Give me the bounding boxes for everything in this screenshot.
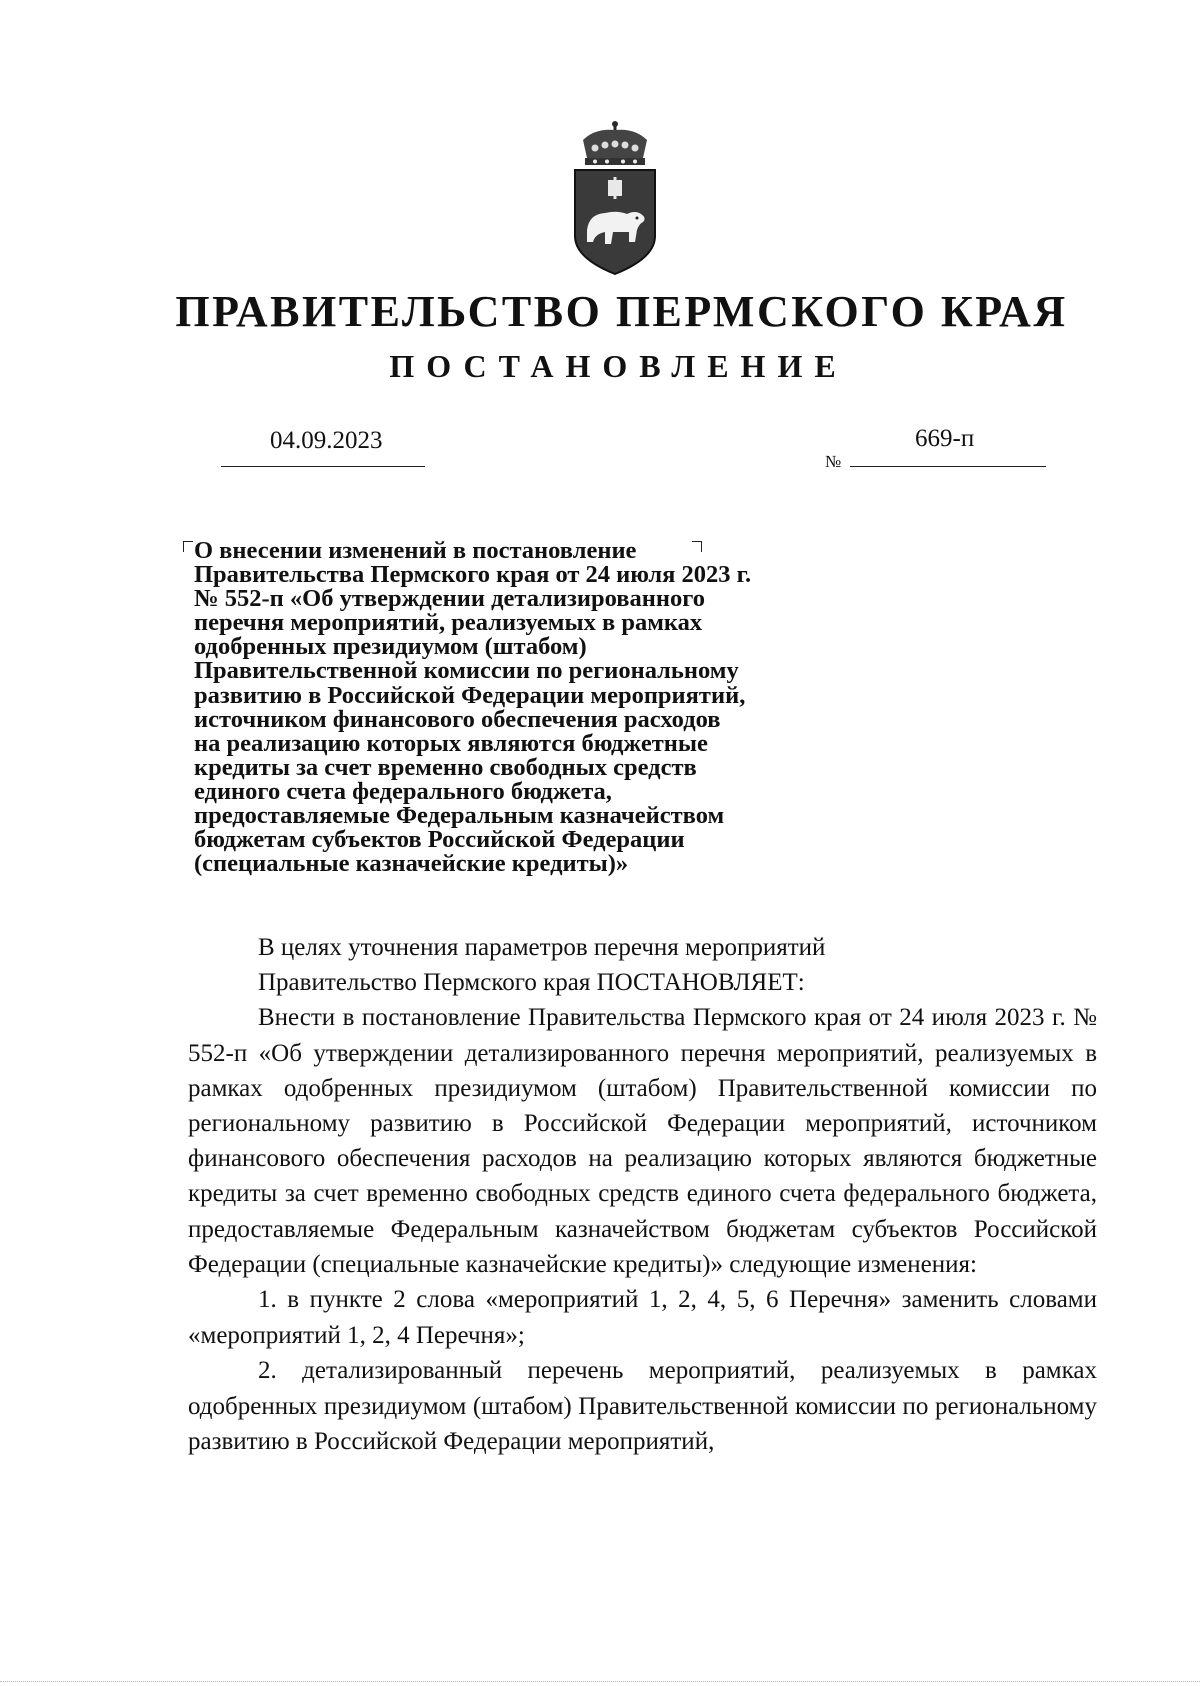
number-sign-label: № (825, 452, 842, 471)
subject-bracket-left (183, 541, 193, 552)
document-subject (194, 539, 874, 876)
subject-line: Правительства Пермского края от 24 июля 2023 г. (194, 561, 752, 589)
document-number: 669-п (915, 425, 975, 452)
document-body (188, 930, 1097, 1460)
list-item: 2. детализированный перечень мероприятий, реализуемых в рамках одобренных президиумом (штабом) Правительственной комиссии по региональному развитию в Российской Федерации мероприятий, (188, 1357, 1097, 1456)
subject-line: одобренных президиумом (штабом) (194, 633, 587, 661)
subject-line: предоставляемые Федеральным казначейством (194, 802, 725, 830)
subject-line: О внесении изменений в постановление (194, 537, 637, 564)
document-type-title: ПОСТАНОВЛЕНИЕ (389, 348, 848, 384)
subject-line: перечня мероприятий, реализуемых в рамках (194, 609, 703, 637)
subject-line: бюджетам субъектов Российской Федерации (194, 826, 685, 854)
subject-line: (специальные казначейские кредиты)» (194, 850, 629, 878)
subject-line: на реализацию которых являются бюджетные (194, 729, 708, 757)
subject-line: единого счета федерального бюджета, (194, 777, 612, 805)
number-underline (850, 466, 1046, 467)
scan-edge-line (0, 1681, 1200, 1682)
date-underline (221, 466, 425, 467)
preamble-paragraph: Правительство Пермского края ПОСТАНОВЛЯЕТ: (258, 969, 805, 997)
subject-line: Правительственной комиссии по региональному (194, 657, 739, 685)
perm-krai-coat-of-arms-icon (565, 118, 665, 278)
subject-line: развитию в Российской Федерации мероприятий, (194, 681, 746, 709)
subject-line: кредиты за счет временно свободных средств (194, 753, 697, 781)
subject-line: № 552-п «Об утверждении детализированного (194, 585, 705, 613)
document-date: 04.09.2023 (270, 427, 383, 454)
main-paragraph: Внести в постановление Правительства Пермского края от 24 июля 2023 г. № 552-п «Об утверждении детализированного перечня мероприятий, реализуемых в рамках одобренных президиумом (штабом) Правительственной комиссии по региональному развитию в Российской Федерации мероприятий, источником финансового обеспечения расходов на реализацию которых являются бюджетные кредиты за счет временно свободных средств единого счета федерального бюджета, предоставляемые Федеральным казначейством бюджетам субъектов Российской Федерации (специальные казначейские кредиты)» следующие изменения: (188, 1004, 1097, 1278)
organization-title: ПРАВИТЕЛЬСТВО ПЕРМСКОГО КРАЯ (175, 287, 1068, 336)
list-item: 1. в пункте 2 слова «мероприятий 1, 2, 4, 5, 6 Перечня» заменить словами «мероприятий 1, 2, 4 Перечня»; (188, 1286, 1097, 1349)
preamble-paragraph: В целях уточнения параметров перечня мероприятий (258, 934, 826, 961)
subject-line: источником финансового обеспечения расходов (194, 705, 721, 733)
